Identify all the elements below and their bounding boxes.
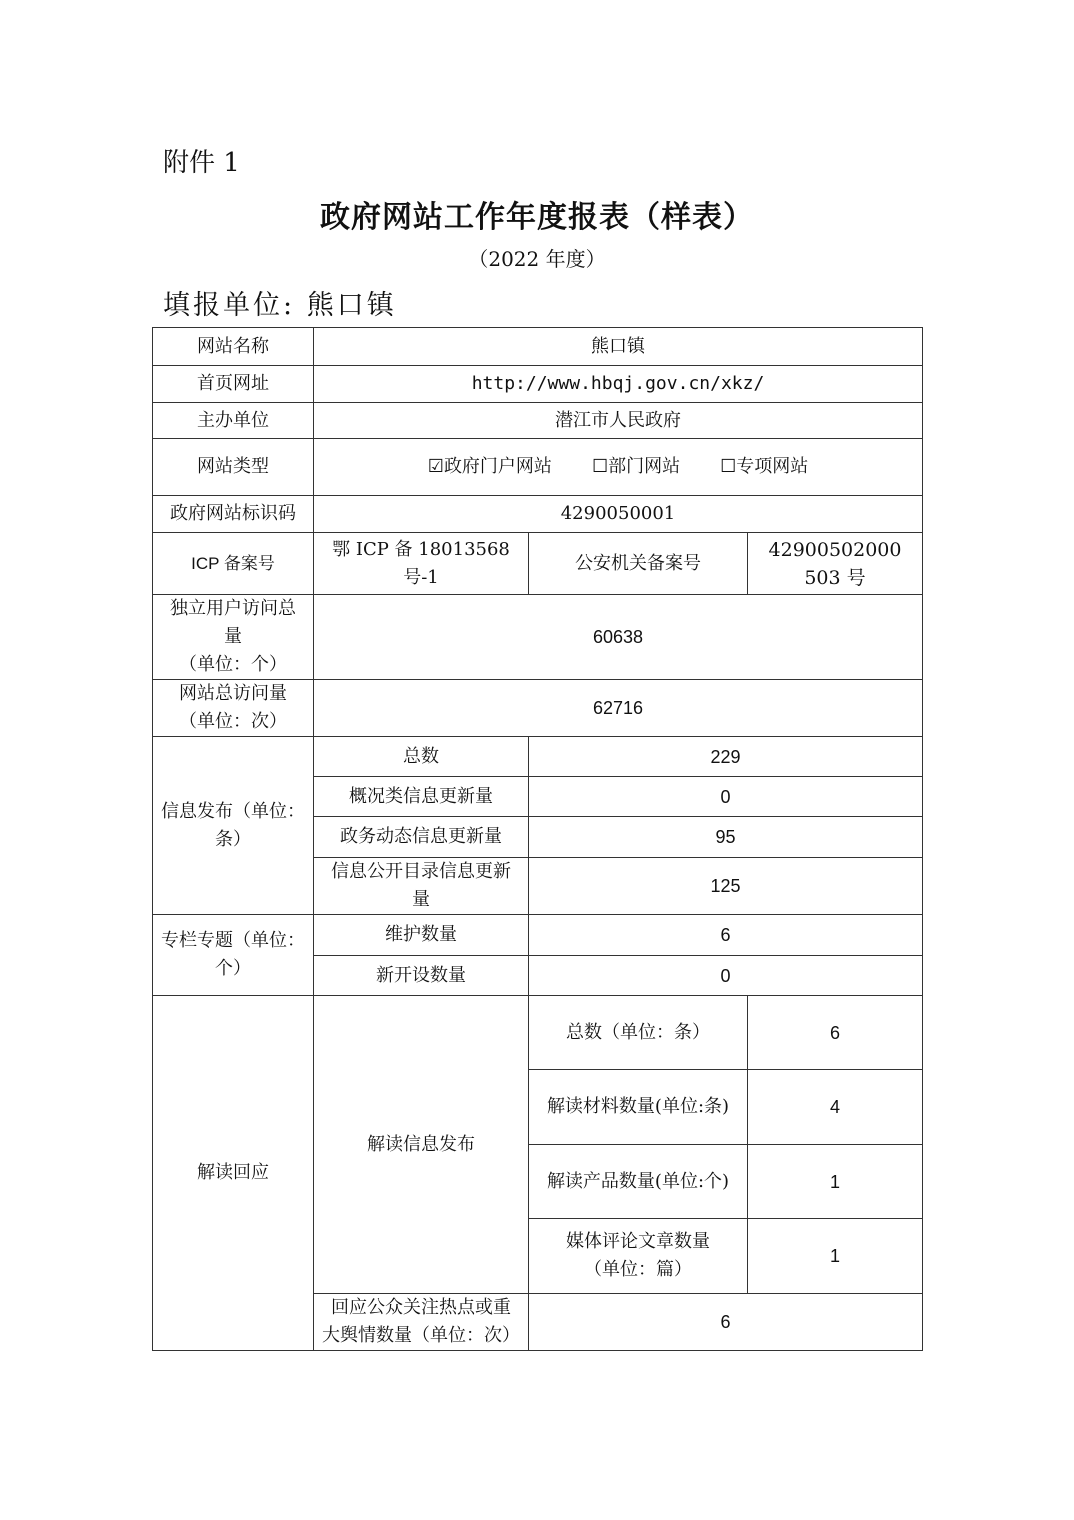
response-label-line: 大舆情数量（单位：次） — [322, 1325, 520, 1346]
interpretation-publish-label: 解读信息发布 — [314, 996, 529, 1294]
info-overview-value: 0 — [529, 777, 923, 817]
info-catalog-label-line: 信息公开目录信息更新 — [331, 861, 511, 882]
table-row — [153, 439, 923, 496]
interp-total-label: 总数（单位：条） — [529, 996, 748, 1070]
table-row — [153, 680, 923, 737]
interp-media-unit: （单位：篇） — [584, 1259, 692, 1280]
table-row — [153, 737, 923, 777]
site-id-label: 政府网站标识码 — [153, 496, 314, 533]
sponsor-value: 潜江市人民政府 — [314, 403, 923, 439]
interp-products-label: 解读产品数量(单位:个) — [529, 1145, 748, 1219]
columns-new-value: 0 — [529, 956, 923, 996]
table-row — [153, 996, 923, 1070]
reporting-unit — [163, 283, 397, 322]
site-type-option-department[interactable] — [592, 453, 680, 481]
sponsor-label: 主办单位 — [153, 403, 314, 439]
report-title: 政府网站工作年度报表（样表） — [320, 200, 754, 235]
info-catalog-value: 125 — [529, 858, 923, 915]
info-catalog-label — [314, 858, 529, 915]
site-type-options — [314, 439, 923, 496]
total-visits-label-line: 网站总访问量 — [179, 683, 287, 704]
info-publish-label — [153, 737, 314, 915]
report-table — [152, 327, 923, 1351]
homepage-value: http://www.hbqj.gov.cn/xkz/ — [314, 366, 923, 403]
reporting-unit-label: 填报单位: — [163, 290, 296, 321]
info-overview-label: 概况类信息更新量 — [314, 777, 529, 817]
interpretation-label: 解读回应 — [153, 996, 314, 1351]
police-record-label: 公安机关备案号 — [529, 533, 748, 595]
checked-box-icon: ☑ — [427, 456, 444, 477]
table-row — [153, 328, 923, 366]
report-year: （2022 年度） — [468, 247, 606, 271]
site-name-label: 网站名称 — [153, 328, 314, 366]
interp-total-value: 6 — [748, 996, 923, 1070]
response-label-line: 回应公众关注热点或重 — [331, 1297, 511, 1318]
interp-media-value: 1 — [748, 1219, 923, 1294]
columns-label-line: 个） — [215, 958, 251, 979]
unique-visitors-label-line: 独立用户访问总 — [170, 598, 296, 619]
info-total-value: 229 — [529, 737, 923, 777]
interp-materials-value: 4 — [748, 1070, 923, 1145]
site-type-option-label: 政府门户网站 — [443, 456, 552, 477]
site-name-value: 熊口镇 — [314, 328, 923, 366]
icp-label: ICP 备案号 — [153, 533, 314, 595]
table-row — [153, 403, 923, 439]
total-visits-value: 62716 — [314, 680, 923, 737]
info-dynamics-label: 政务动态信息更新量 — [314, 817, 529, 858]
police-record-value: 42900502000 503 号 — [748, 533, 923, 595]
interp-media-label-line: 媒体评论文章数量 — [566, 1231, 710, 1252]
table-row — [153, 595, 923, 680]
unchecked-box-icon: ☐ — [720, 456, 737, 477]
info-catalog-label-line: 量 — [412, 889, 430, 910]
total-visits-unit: （单位：次） — [179, 711, 287, 732]
info-total-label: 总数 — [314, 737, 529, 777]
response-value: 6 — [529, 1294, 923, 1351]
response-label — [314, 1294, 529, 1351]
site-type-label: 网站类型 — [153, 439, 314, 496]
unique-visitors-unit: （单位：个） — [179, 654, 287, 675]
site-id-value: 4290050001 — [314, 496, 923, 533]
columns-maintained-label: 维护数量 — [314, 915, 529, 956]
table-row — [153, 496, 923, 533]
table-row — [153, 915, 923, 956]
table-row — [153, 366, 923, 403]
info-publish-label-line: 条） — [215, 828, 251, 850]
info-dynamics-value: 95 — [529, 817, 923, 858]
interp-products-value: 1 — [748, 1145, 923, 1219]
columns-maintained-value: 6 — [529, 915, 923, 956]
interp-media-label — [529, 1219, 748, 1294]
unique-visitors-value: 60638 — [314, 595, 923, 680]
unique-visitors-label-line: 量 — [224, 626, 242, 647]
total-visits-label — [153, 680, 314, 737]
columns-new-label: 新开设数量 — [314, 956, 529, 996]
reporting-unit-value: 熊口镇 — [306, 290, 397, 321]
columns-label — [153, 915, 314, 996]
info-publish-label-line: 信息发布（单位： — [161, 800, 305, 822]
site-type-option-label: 部门网站 — [608, 456, 681, 477]
site-type-option-special[interactable] — [720, 453, 808, 481]
table-row — [153, 533, 923, 595]
attachment-label: 附件 1 — [163, 148, 240, 178]
site-type-option-label: 专项网站 — [736, 456, 809, 477]
unique-visitors-label — [153, 595, 314, 680]
interp-materials-label: 解读材料数量(单位:条) — [529, 1070, 748, 1145]
unchecked-box-icon: ☐ — [591, 456, 609, 477]
icp-value: 鄂 ICP 备 18013568 号-1 — [314, 533, 529, 595]
site-type-option-portal[interactable] — [428, 453, 552, 481]
homepage-label: 首页网址 — [153, 366, 314, 403]
columns-label-line: 专栏专题（单位： — [161, 930, 305, 951]
